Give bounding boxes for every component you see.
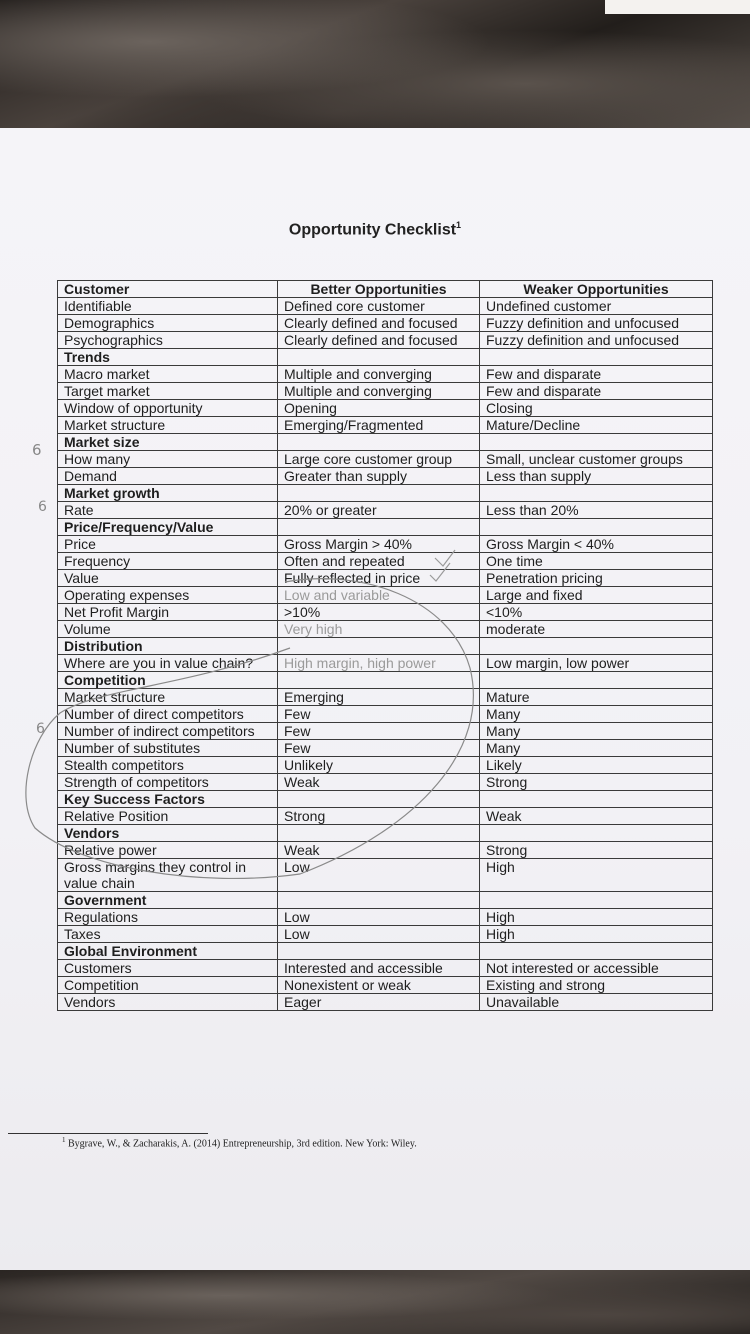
criterion-label: Identifiable (58, 298, 278, 315)
better-opportunity-cell: Large core customer group (278, 451, 480, 468)
weaker-opportunity-cell: One time (480, 553, 713, 570)
weaker-opportunity-cell: High (480, 909, 713, 926)
weaker-opportunity-cell: High (480, 926, 713, 943)
table-row (58, 604, 713, 621)
weaker-opportunity-cell: Existing and strong (480, 977, 713, 994)
table-row (58, 332, 713, 349)
table-row (58, 723, 713, 740)
table-row (58, 451, 713, 468)
better-opportunity-cell: Few (278, 706, 480, 723)
table-row (58, 757, 713, 774)
better-opportunity-cell: Opening (278, 400, 480, 417)
empty-cell (480, 349, 713, 366)
criterion-label: Operating expenses (58, 587, 278, 604)
weaker-opportunity-cell: Fuzzy definition and unfocused (480, 332, 713, 349)
empty-cell (480, 434, 713, 451)
criterion-label: Number of substitutes (58, 740, 278, 757)
weaker-opportunity-cell: Fuzzy definition and unfocused (480, 315, 713, 332)
criterion-label: How many (58, 451, 278, 468)
better-opportunity-cell: Unlikely (278, 757, 480, 774)
better-opportunity-cell: Emerging/Fragmented (278, 417, 480, 434)
better-opportunity-cell: Emerging (278, 689, 480, 706)
section-heading: Distribution (58, 638, 278, 655)
section-row (58, 825, 713, 842)
weaker-opportunity-cell: Less than supply (480, 468, 713, 485)
column-header-better: Better Opportunities (278, 281, 480, 298)
weaker-opportunity-cell: Closing (480, 400, 713, 417)
table-row (58, 706, 713, 723)
weaker-opportunity-cell: Not interested or accessible (480, 960, 713, 977)
table-row (58, 994, 713, 1011)
criterion-label: Gross margins they control in value chain (58, 859, 278, 892)
table-row (58, 468, 713, 485)
criterion-label: Psychographics (58, 332, 278, 349)
criterion-label: Vendors (58, 994, 278, 1011)
criterion-label: Frequency (58, 553, 278, 570)
table-row (58, 909, 713, 926)
weaker-opportunity-cell: Many (480, 740, 713, 757)
criterion-label: Price (58, 536, 278, 553)
weaker-opportunity-cell: Likely (480, 757, 713, 774)
table-row (58, 553, 713, 570)
weaker-opportunity-cell: Low margin, low power (480, 655, 713, 672)
section-row (58, 791, 713, 808)
weaker-opportunity-cell: Few and disparate (480, 366, 713, 383)
section-row (58, 434, 713, 451)
empty-cell (278, 825, 480, 842)
weaker-opportunity-cell: Penetration pricing (480, 570, 713, 587)
table-row (58, 689, 713, 706)
section-heading: Vendors (58, 825, 278, 842)
table-row (58, 383, 713, 400)
weaker-opportunity-cell: Small, unclear customer groups (480, 451, 713, 468)
criterion-label: Macro market (58, 366, 278, 383)
criterion-label: Relative Position (58, 808, 278, 825)
empty-cell (480, 825, 713, 842)
section-heading: Market size (58, 434, 278, 451)
weaker-opportunity-cell: Strong (480, 842, 713, 859)
better-opportunity-cell: Weak (278, 842, 480, 859)
empty-cell (480, 638, 713, 655)
handwritten-mark-1: 6 (32, 441, 42, 459)
table-row (58, 740, 713, 757)
empty-cell (278, 892, 480, 909)
better-opportunity-cell: Multiple and converging (278, 366, 480, 383)
weaker-opportunity-cell: Weak (480, 808, 713, 825)
countertop-background-bottom (0, 1270, 750, 1334)
table-row (58, 298, 713, 315)
countertop-background (0, 0, 750, 140)
criterion-label: Number of indirect competitors (58, 723, 278, 740)
criterion-label: Volume (58, 621, 278, 638)
better-opportunity-cell: Greater than supply (278, 468, 480, 485)
weaker-opportunity-cell: High (480, 859, 713, 892)
weaker-opportunity-cell: Undefined customer (480, 298, 713, 315)
empty-cell (278, 791, 480, 808)
section-row (58, 485, 713, 502)
criterion-label: Demographics (58, 315, 278, 332)
better-opportunity-cell: 20% or greater (278, 502, 480, 519)
table-row (58, 570, 713, 587)
opportunity-checklist-table (57, 280, 713, 1011)
footnote: $^1$ Bygrave, W., & Zacharakis, A. (2014) Entrepreneurship, 3rd edition. New York: Wiley. (62, 1136, 417, 1150)
document-page (0, 128, 750, 1278)
section-row (58, 281, 713, 298)
page-title: Opportunity Checklist$^1$ (288, 220, 462, 239)
criterion-label: Strength of competitors (58, 774, 278, 791)
empty-cell (480, 892, 713, 909)
better-opportunity-cell: Fully reflected in price (278, 570, 480, 587)
criterion-label: Market structure (58, 689, 278, 706)
table-row (58, 859, 713, 892)
empty-cell (278, 943, 480, 960)
empty-cell (278, 638, 480, 655)
criterion-label: Net Profit Margin (58, 604, 278, 621)
section-row (58, 638, 713, 655)
better-opportunity-cell: Nonexistent or weak (278, 977, 480, 994)
better-opportunity-cell: >10% (278, 604, 480, 621)
table-row (58, 808, 713, 825)
better-opportunity-cell: Often and repeated (278, 553, 480, 570)
weaker-opportunity-cell: Less than 20% (480, 502, 713, 519)
table-row (58, 417, 713, 434)
weaker-opportunity-cell: Large and fixed (480, 587, 713, 604)
criterion-label: Relative power (58, 842, 278, 859)
section-row (58, 349, 713, 366)
better-opportunity-cell: Low (278, 926, 480, 943)
weaker-opportunity-cell: Strong (480, 774, 713, 791)
criterion-label: Value (58, 570, 278, 587)
table-row (58, 977, 713, 994)
table-row (58, 960, 713, 977)
empty-cell (480, 672, 713, 689)
empty-cell (278, 349, 480, 366)
section-heading: Competition (58, 672, 278, 689)
weaker-opportunity-cell: Mature (480, 689, 713, 706)
section-row (58, 519, 713, 536)
criterion-label: Taxes (58, 926, 278, 943)
weaker-opportunity-cell: Few and disparate (480, 383, 713, 400)
handwritten-mark-3: 6 (36, 721, 45, 737)
section-heading: Price/Frequency/Value (58, 519, 278, 536)
better-opportunity-cell: Low (278, 859, 480, 892)
criterion-label: Number of direct competitors (58, 706, 278, 723)
table-row (58, 926, 713, 943)
paper-corner (605, 0, 750, 14)
better-opportunity-cell: Few (278, 740, 480, 757)
weaker-opportunity-cell: moderate (480, 621, 713, 638)
better-opportunity-cell: Clearly defined and focused (278, 315, 480, 332)
section-row (58, 892, 713, 909)
criterion-label: Customers (58, 960, 278, 977)
empty-cell (278, 672, 480, 689)
section-heading: Market growth (58, 485, 278, 502)
section-heading: Key Success Factors (58, 791, 278, 808)
section-heading: Trends (58, 349, 278, 366)
footnote-divider (8, 1133, 208, 1134)
better-opportunity-cell: Strong (278, 808, 480, 825)
weaker-opportunity-cell: Many (480, 706, 713, 723)
table-row (58, 315, 713, 332)
better-opportunity-cell: Gross Margin > 40% (278, 536, 480, 553)
criterion-label: Where are you in value chain? (58, 655, 278, 672)
better-opportunity-cell: Interested and accessible (278, 960, 480, 977)
section-row (58, 672, 713, 689)
better-opportunity-cell: Low (278, 909, 480, 926)
table-row (58, 366, 713, 383)
weaker-opportunity-cell: Mature/Decline (480, 417, 713, 434)
table-row (58, 774, 713, 791)
better-opportunity-cell: High margin, high power (278, 655, 480, 672)
criterion-label: Stealth competitors (58, 757, 278, 774)
empty-cell (480, 791, 713, 808)
weaker-opportunity-cell: Unavailable (480, 994, 713, 1011)
criterion-label: Market structure (58, 417, 278, 434)
better-opportunity-cell: Very high (278, 621, 480, 638)
table-row (58, 502, 713, 519)
handwritten-mark-2: 6 (38, 499, 47, 515)
criterion-label: Target market (58, 383, 278, 400)
table-row (58, 536, 713, 553)
empty-cell (480, 519, 713, 536)
table-row (58, 621, 713, 638)
criterion-label: Competition (58, 977, 278, 994)
better-opportunity-cell: Low and variable (278, 587, 480, 604)
better-opportunity-cell: Clearly defined and focused (278, 332, 480, 349)
criterion-label: Window of opportunity (58, 400, 278, 417)
weaker-opportunity-cell: Many (480, 723, 713, 740)
table-row (58, 587, 713, 604)
better-opportunity-cell: Eager (278, 994, 480, 1011)
better-opportunity-cell: Defined core customer (278, 298, 480, 315)
table-row (58, 842, 713, 859)
empty-cell (278, 434, 480, 451)
empty-cell (480, 485, 713, 502)
empty-cell (278, 519, 480, 536)
weaker-opportunity-cell: <10% (480, 604, 713, 621)
section-heading: Global Environment (58, 943, 278, 960)
criterion-label: Demand (58, 468, 278, 485)
empty-cell (278, 485, 480, 502)
table-row (58, 400, 713, 417)
section-heading: Customer (58, 281, 278, 298)
table-row (58, 655, 713, 672)
better-opportunity-cell: Few (278, 723, 480, 740)
section-heading: Government (58, 892, 278, 909)
section-row (58, 943, 713, 960)
better-opportunity-cell: Weak (278, 774, 480, 791)
criterion-label: Rate (58, 502, 278, 519)
column-header-weaker: Weaker Opportunities (480, 281, 713, 298)
weaker-opportunity-cell: Gross Margin < 40% (480, 536, 713, 553)
empty-cell (480, 943, 713, 960)
criterion-label: Regulations (58, 909, 278, 926)
better-opportunity-cell: Multiple and converging (278, 383, 480, 400)
